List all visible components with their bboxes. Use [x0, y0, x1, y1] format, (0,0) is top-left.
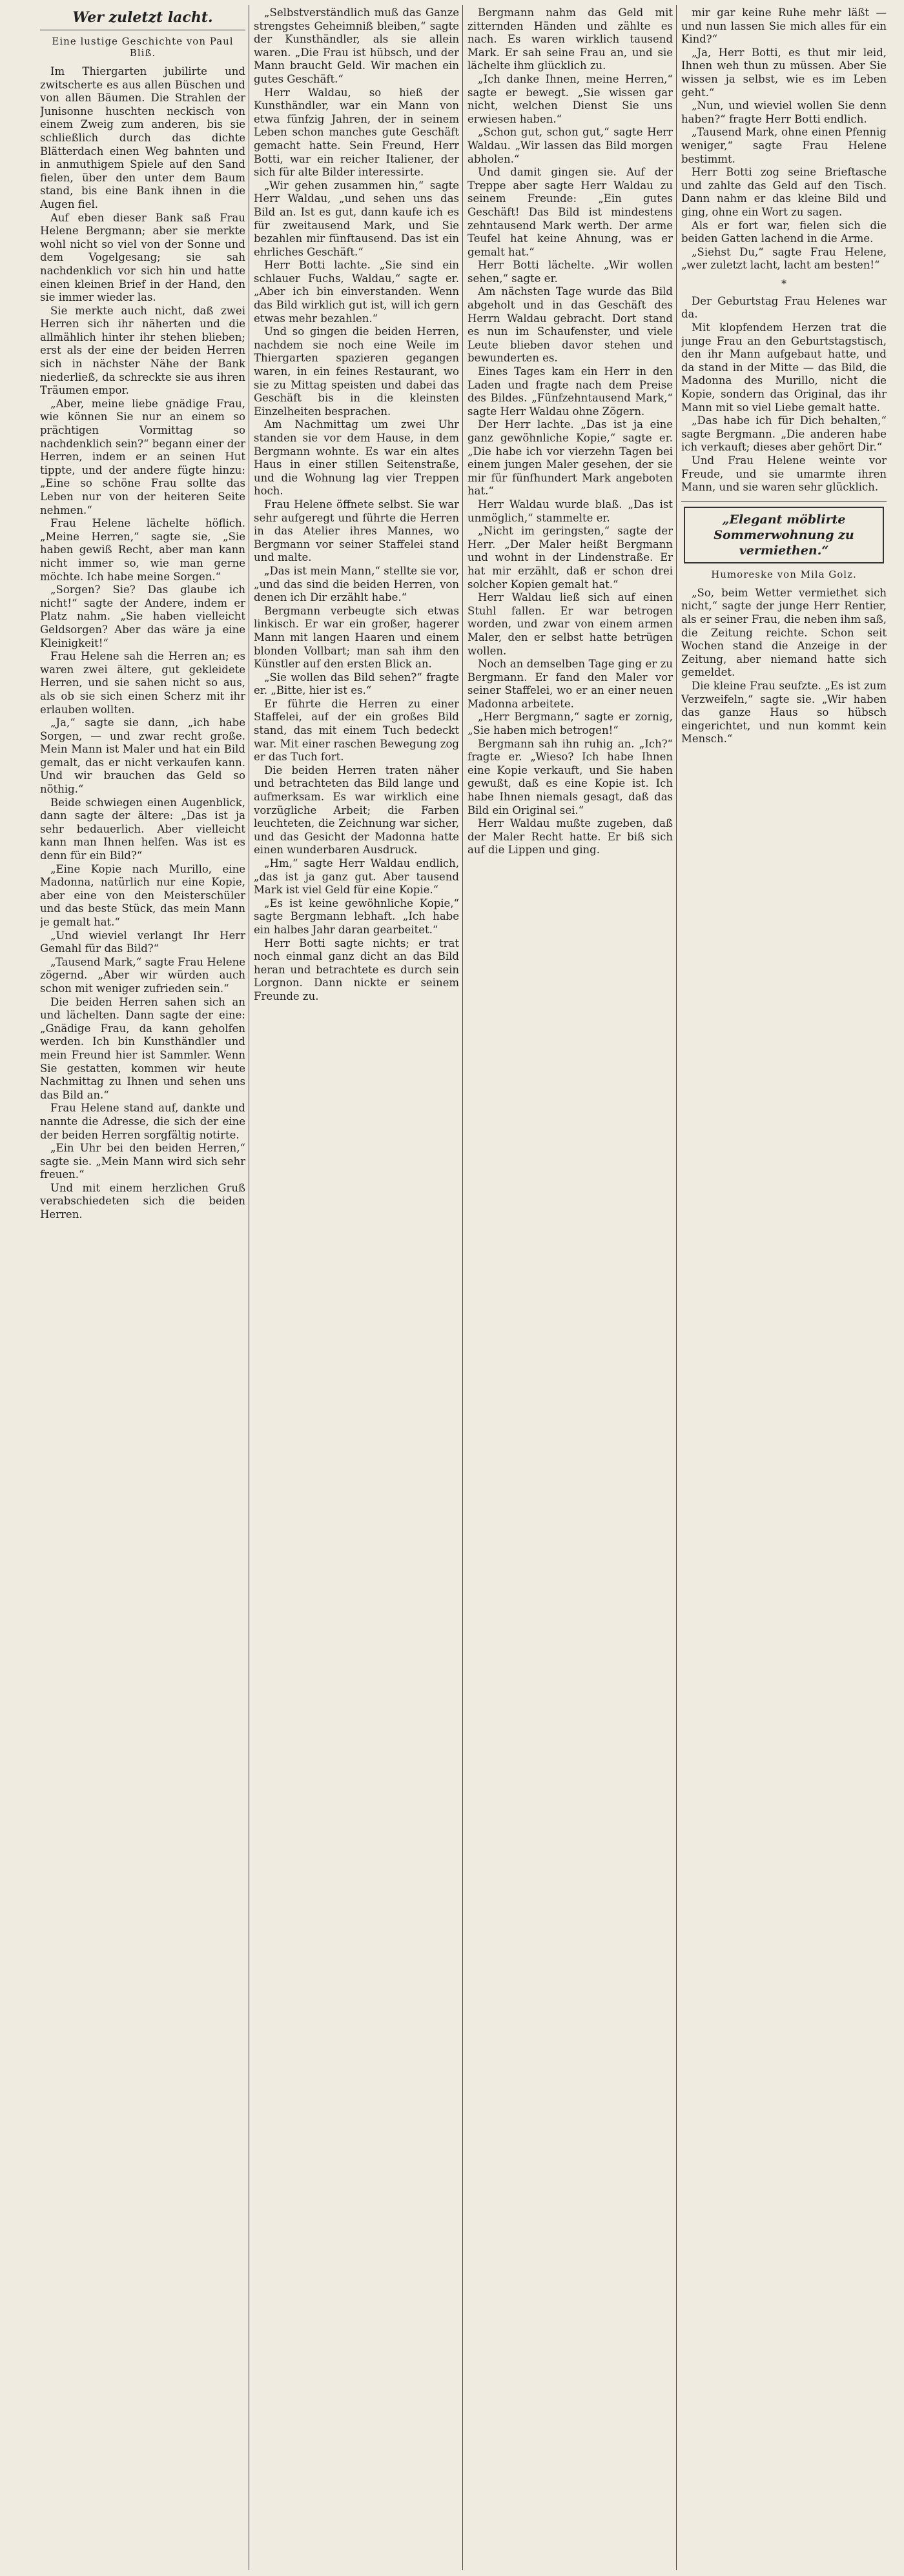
column-1-text: [40, 65, 245, 1222]
paragraph: Bergmann nahm das Geld mit zitternden Händen und zählte es nach. Es waren wirklich tausend Mark. Er sah seine Frau an, und sie lächelte ihm glücklich zu.: [467, 6, 673, 72]
paragraph: „Ja,“ sagte sie dann, „ich habe Sorgen, — und zwar recht große. Mein Mann ist Maler und hat ein Bild gemalt, das er nicht verkaufen kann. Und wir brauchen das Geld so nöthig.“: [40, 716, 245, 796]
column-1: [40, 6, 245, 2568]
paragraph: Herr Botti zog seine Brieftasche und zahlte das Geld auf den Tisch. Dann nahm er das kleine Bild und ging, ohne ein Wort zu sagen.: [681, 166, 887, 218]
paragraph: Eines Tages kam ein Herr in den Laden und fragte nach dem Preise des Bildes. „Fünfzehntausend Mark,“ sagte Herr Waldau ohne Zögern.: [467, 365, 673, 418]
paragraph: „Hm,“ sagte Herr Waldau endlich, „das ist ja ganz gut. Aber tausend Mark ist viel Geld für eine Kopie.“: [254, 857, 459, 897]
paragraph: Herr Waldau wurde blaß. „Das ist unmöglich,“ stammelte er.: [467, 498, 673, 524]
paragraph: Als er fort war, fielen sich die beiden Gatten lachend in die Arme.: [681, 219, 887, 245]
story2-text: [681, 587, 887, 746]
paragraph: Am nächsten Tage wurde das Bild abgeholt und in das Geschäft des Herrn Waldau gebracht. Dort stand es nun im Schaufenster, und viele Leute blieben davor stehen und bewunderten es.: [467, 285, 673, 365]
paragraph: „Es ist keine gewöhnliche Kopie,“ sagte Bergmann lebhaft. „Ich habe ein halbes Jahr daran gearbeitet.“: [254, 897, 459, 936]
paragraph: „Ein Uhr bei den beiden Herren,“ sagte sie. „Mein Mann wird sich sehr freuen.“: [40, 1142, 245, 1181]
story2-title: „Elegant möblirte Sommerwohnung zu vermiethen.“: [714, 512, 854, 558]
paragraph: Der Geburtstag Frau Helenes war da.: [681, 294, 887, 321]
paragraph: Frau Helene sah die Herren an; es waren zwei ältere, gut gekleidete Herren, und sie sahen nicht so aus, als ob sie sich einen Scherz mit ihr erlauben wollten.: [40, 650, 245, 716]
paragraph: Frau Helene stand auf, dankte und nannte die Adresse, die sich der eine der beiden Herren sorgfältig notirte.: [40, 1102, 245, 1141]
paragraph: „Ich danke Ihnen, meine Herren,“ sagte er bewegt. „Sie wissen gar nicht, welchen Dienst Sie uns erwiesen haben.“: [467, 72, 673, 125]
paragraph: Herr Botti lächelte. „Wir wollen sehen,“ sagte er.: [467, 259, 673, 285]
section-separator: *: [781, 277, 786, 290]
paragraph: Herr Waldau mußte zugeben, daß der Maler Recht hatte. Er biß sich auf die Lippen und ging.: [467, 817, 673, 857]
paragraph: „Tausend Mark,“ sagte Frau Helene zögernd. „Aber wir würden auch schon mit weniger zufrieden sein.“: [40, 955, 245, 995]
paragraph: Der Herr lachte. „Das ist ja eine ganz gewöhnliche Kopie,“ sagte er. „Die habe ich vor vierzehn Tagen bei einem jungen Maler gesehen, der sie mir für fünfhundert Mark angeboten hat.“: [467, 418, 673, 498]
paragraph: „Eine Kopie nach Murillo, eine Madonna, natürlich nur eine Kopie, aber eine von den Meisterschüler und das beste Stück, das mein Mann je gemalt hat.“: [40, 862, 245, 928]
paragraph: Sie merkte auch nicht, daß zwei Herren sich ihr näherten und die allmählich hinter ihr stehen blieben; erst als der eine der beiden Herren sich in nächster Nähe der Bank niederließ, da schreckte sie aus ihren Träumen empor.: [40, 304, 245, 397]
paragraph: „Nicht im geringsten,“ sagte der Herr. „Der Maler heißt Bergmann und wohnt in der Lindenstraße. Er hat mir erzählt, daß er schon drei solcher Kopien gemalt hat.“: [467, 525, 673, 591]
column-3: [467, 6, 673, 2568]
paragraph: Noch an demselben Tage ging er zu Bergmann. Er fand den Maler vor seiner Staffelei, wo er an einer neuen Madonna arbeitete.: [467, 658, 673, 710]
paragraph: Beide schwiegen einen Augenblick, dann sagte der ältere: „Das ist ja sehr bedauerlich. Aber vielleicht kann man Ihnen helfen. Was ist es denn für ein Bild?“: [40, 796, 245, 862]
story-subtitle: Eine lustige Geschichte von Paul Bliß.: [52, 35, 234, 59]
story2-subtitle: Humoreske von Mila Golz.: [711, 568, 857, 580]
paragraph: Und Frau Helene weinte vor Freude, und sie umarmte ihren Mann, und sie waren sehr glücklich.: [681, 454, 887, 494]
paragraph: „Das ist mein Mann,“ stellte sie vor, „und das sind die beiden Herren, von denen ich Dir erzählt habe.“: [254, 564, 459, 604]
paragraph: Herr Waldau, so hieß der Kunsthändler, war ein Mann von etwa fünfzig Jahren, der in seinem Leben schon manches gute Geschäft gemacht hatte. Sein Freund, Herr Botti, war ein reicher Italiener, der sich für alte Bilder interessirte.: [254, 86, 459, 179]
paragraph: Er führte die Herren zu einer Staffelei, auf der ein großes Bild stand, das mit einem Tuch bedeckt war. Mit einer raschen Bewegung zog er das Tuch fort.: [254, 697, 459, 764]
paragraph: mir gar keine Ruhe mehr läßt — und nun lassen Sie mich alles für ein Kind?“: [681, 6, 887, 46]
column-2: [254, 6, 459, 2568]
paragraph: Frau Helene lächelte höflich. „Meine Herren,“ sagte sie, „Sie haben gewiß Recht, aber man kann nicht immer so, wie man gerne möchte. Ich habe meine Sorgen.“: [40, 517, 245, 583]
paragraph: „Siehst Du,“ sagte Frau Helene, „wer zuletzt lacht, lacht am besten!“: [681, 245, 887, 272]
paragraph: Herr Botti lachte. „Sie sind ein schlauer Fuchs, Waldau,“ sagte er. „Aber ich bin einverstanden. Wenn das Bild wirklich gut ist, will ich gern etwas mehr bezahlen.“: [254, 259, 459, 325]
paragraph: Und damit gingen sie. Auf der Treppe aber sagte Herr Waldau zu seinem Freunde: „Ein gutes Geschäft! Das Bild ist mindestens zehntausend Mark werth. Der arme Teufel hat keine Ahnung, was er gemalt hat.“: [467, 166, 673, 258]
paragraph: „Selbstverständlich muß das Ganze strengstes Geheimniß bleiben,“ sagte der Kunsthändler, als sie allein waren. „Die Frau ist hübsch, und der Mann braucht Geld. Wir machen ein gutes Geschäft.“: [254, 6, 459, 85]
column-rule: [676, 5, 677, 2570]
story2-header-box: [684, 507, 884, 563]
paragraph: „Tausend Mark, ohne einen Pfennig weniger,“ sagte Frau Helene bestimmt.: [681, 126, 887, 165]
paragraph: Die kleine Frau seufzte. „Es ist zum Verzweifeln,“ sagte sie. „Wir haben das ganze Haus so hübsch eingerichtet, und nun kommt kein Mensch.“: [681, 679, 887, 745]
story-title: Wer zuletzt lacht.: [40, 9, 245, 30]
paragraph: Und so gingen die beiden Herren, nachdem sie noch eine Weile im Thiergarten spazieren gegangen waren, in ein feines Restaurant, wo sie zu Mittag speisten und dabei das Geschäft bis in die kleinsten Einzelheiten besprachen.: [254, 325, 459, 418]
paragraph: Auf eben dieser Bank saß Frau Helene Bergmann; aber sie merkte wohl nicht so viel von der Sonne und dem Vogelgesang; sie sah nachdenklich vor sich hin und hatte einen kleinen Brief in der Hand, den sie immer wieder las.: [40, 211, 245, 304]
paragraph: „Ja, Herr Botti, es thut mir leid, Ihnen weh thun zu müssen. Aber Sie wissen ja selbst, wie es im Leben geht.“: [681, 46, 887, 99]
paragraph: „Das habe ich für Dich behalten,“ sagte Bergmann. „Die anderen habe ich verkauft; dieses aber gehört Dir.“: [681, 414, 887, 454]
paragraph: „Herr Bergmann,“ sagte er zornig, „Sie haben mich betrogen!“: [467, 711, 673, 737]
paragraph: Und mit einem herzlichen Gruß verabschiedeten sich die beiden Herren.: [40, 1181, 245, 1221]
paragraph: „So, beim Wetter vermiethet sich nicht,“ sagte der junge Herr Rentier, als er seiner Frau, die neben ihm saß, die Zeitung reichte. Schon seit Wochen stand die Anzeige in der Zeitung, aber niemand hatte sich gemeldet.: [681, 586, 887, 679]
paragraph: Bergmann verbeugte sich etwas linkisch. Er war ein großer, hagerer Mann mit langen Haaren und einem blonden Vollbart; man sah ihm den Künstler auf den ersten Blick an.: [254, 604, 459, 671]
column-3-text: [467, 6, 673, 857]
paragraph: „Aber, meine liebe gnädige Frau, wie können Sie nur an einem so prächtigen Vormittag so nachdenklich sein?“ begann einer der Herren, indem er an seinen Hut tippte, und der andere fügte hinzu: „Eine so schöne Frau sollte das Leben nur von der heiteren Seite nehmen.“: [40, 397, 245, 516]
column-4: [681, 6, 887, 2568]
paragraph: Herr Waldau ließ sich auf einen Stuhl fallen. Er war betrogen worden, und zwar von einem armen Maler, den er selbst hatte betrügen wollen.: [467, 591, 673, 657]
paragraph: „Schon gut, schon gut,“ sagte Herr Waldau. „Wir lassen das Bild morgen abholen.“: [467, 126, 673, 165]
paragraph: Mit klopfendem Herzen trat die junge Frau an den Geburtstagstisch, den ihr Mann aufgebaut hatte, und da stand in der Mitte — das Bild, die Madonna des Murillo, nicht die Kopie, sondern das Original, das ihr Mann mit so viel Liebe gemalt hatte.: [681, 321, 887, 414]
paragraph: „Sorgen? Sie? Das glaube ich nicht!“ sagte der Andere, indem er Platz nahm. „Sie haben vielleicht Geldsorgen? Aber das wäre ja eine Kleinigkeit!“: [40, 583, 245, 649]
column-rule: [462, 5, 463, 2570]
paragraph: Frau Helene öffnete selbst. Sie war sehr aufgeregt und führte die Herren in das Atelier ihres Mannes, wo Bergmann vor seiner Staffelei stand und malte.: [254, 498, 459, 564]
paragraph: Herr Botti sagte nichts; er trat noch einmal ganz dicht an das Bild heran und betrachtete es durch sein Lorgnon. Dann nickte er seinem Freunde zu.: [254, 937, 459, 1002]
column-2-text: [254, 6, 459, 1004]
paragraph: Die beiden Herren sahen sich an und lächelten. Dann sagte der eine: „Gnädige Frau, da kann geholfen werden. Ich bin Kunsthändler und mein Freund hier ist Sammler. Wenn Sie gestatten, kommen wir heute Nachmittag zu Ihnen und sehen uns das Bild an.“: [40, 995, 245, 1101]
horizontal-rule: [681, 501, 887, 502]
story-ending-text: [681, 295, 887, 494]
column-4-text: [681, 6, 887, 272]
paragraph: „Und wieviel verlangt Ihr Herr Gemahl für das Bild?“: [40, 929, 245, 955]
paragraph: „Wir gehen zusammen hin,“ sagte Herr Waldau, „und sehen uns das Bild an. Ist es gut, dann kaufe ich es für zweitausend Mark, und Sie bezahlen mir fünftausend. Das ist ein ehrliches Geschäft.“: [254, 179, 459, 258]
paragraph: Im Thiergarten jubilirte und zwitscherte es aus allen Büschen und von allen Bäumen. Die Strahlen der Junisonne huschten neckisch von einem Zweig zum anderen, bis sie schließlich durch das dichte Blätterdach einen Weg bahnten und in anmuthigem Spiele auf den Sand fielen, über den unter dem Baum stand, bis eine Bank ihnen in die Augen fiel.: [40, 65, 245, 210]
paragraph: „Sie wollen das Bild sehen?“ fragte er. „Bitte, hier ist es.“: [254, 671, 459, 697]
paragraph: „Nun, und wieviel wollen Sie denn haben?“ fragte Herr Botti endlich.: [681, 99, 887, 125]
paragraph: Die beiden Herren traten näher und betrachteten das Bild lange und aufmerksam. Es war wirklich eine vorzügliche Arbeit; die Farben leuchteten, die Zeichnung war sicher, und das Gesicht der Madonna hatte einen wunderbaren Ausdruck.: [254, 764, 459, 857]
paragraph: Bergmann sah ihn ruhig an. „Ich?“ fragte er. „Wieso? Ich habe Ihnen eine Kopie verkauft, und Sie haben gewußt, daß es eine Kopie ist. Ich habe Ihnen niemals gesagt, daß das Bild ein Original sei.“: [467, 737, 673, 816]
paragraph: Am Nachmittag um zwei Uhr standen sie vor dem Hause, in dem Bergmann wohnte. Es war ein altes Haus in einer stillen Seitenstraße, und die Wohnung lag vier Treppen hoch.: [254, 418, 459, 498]
